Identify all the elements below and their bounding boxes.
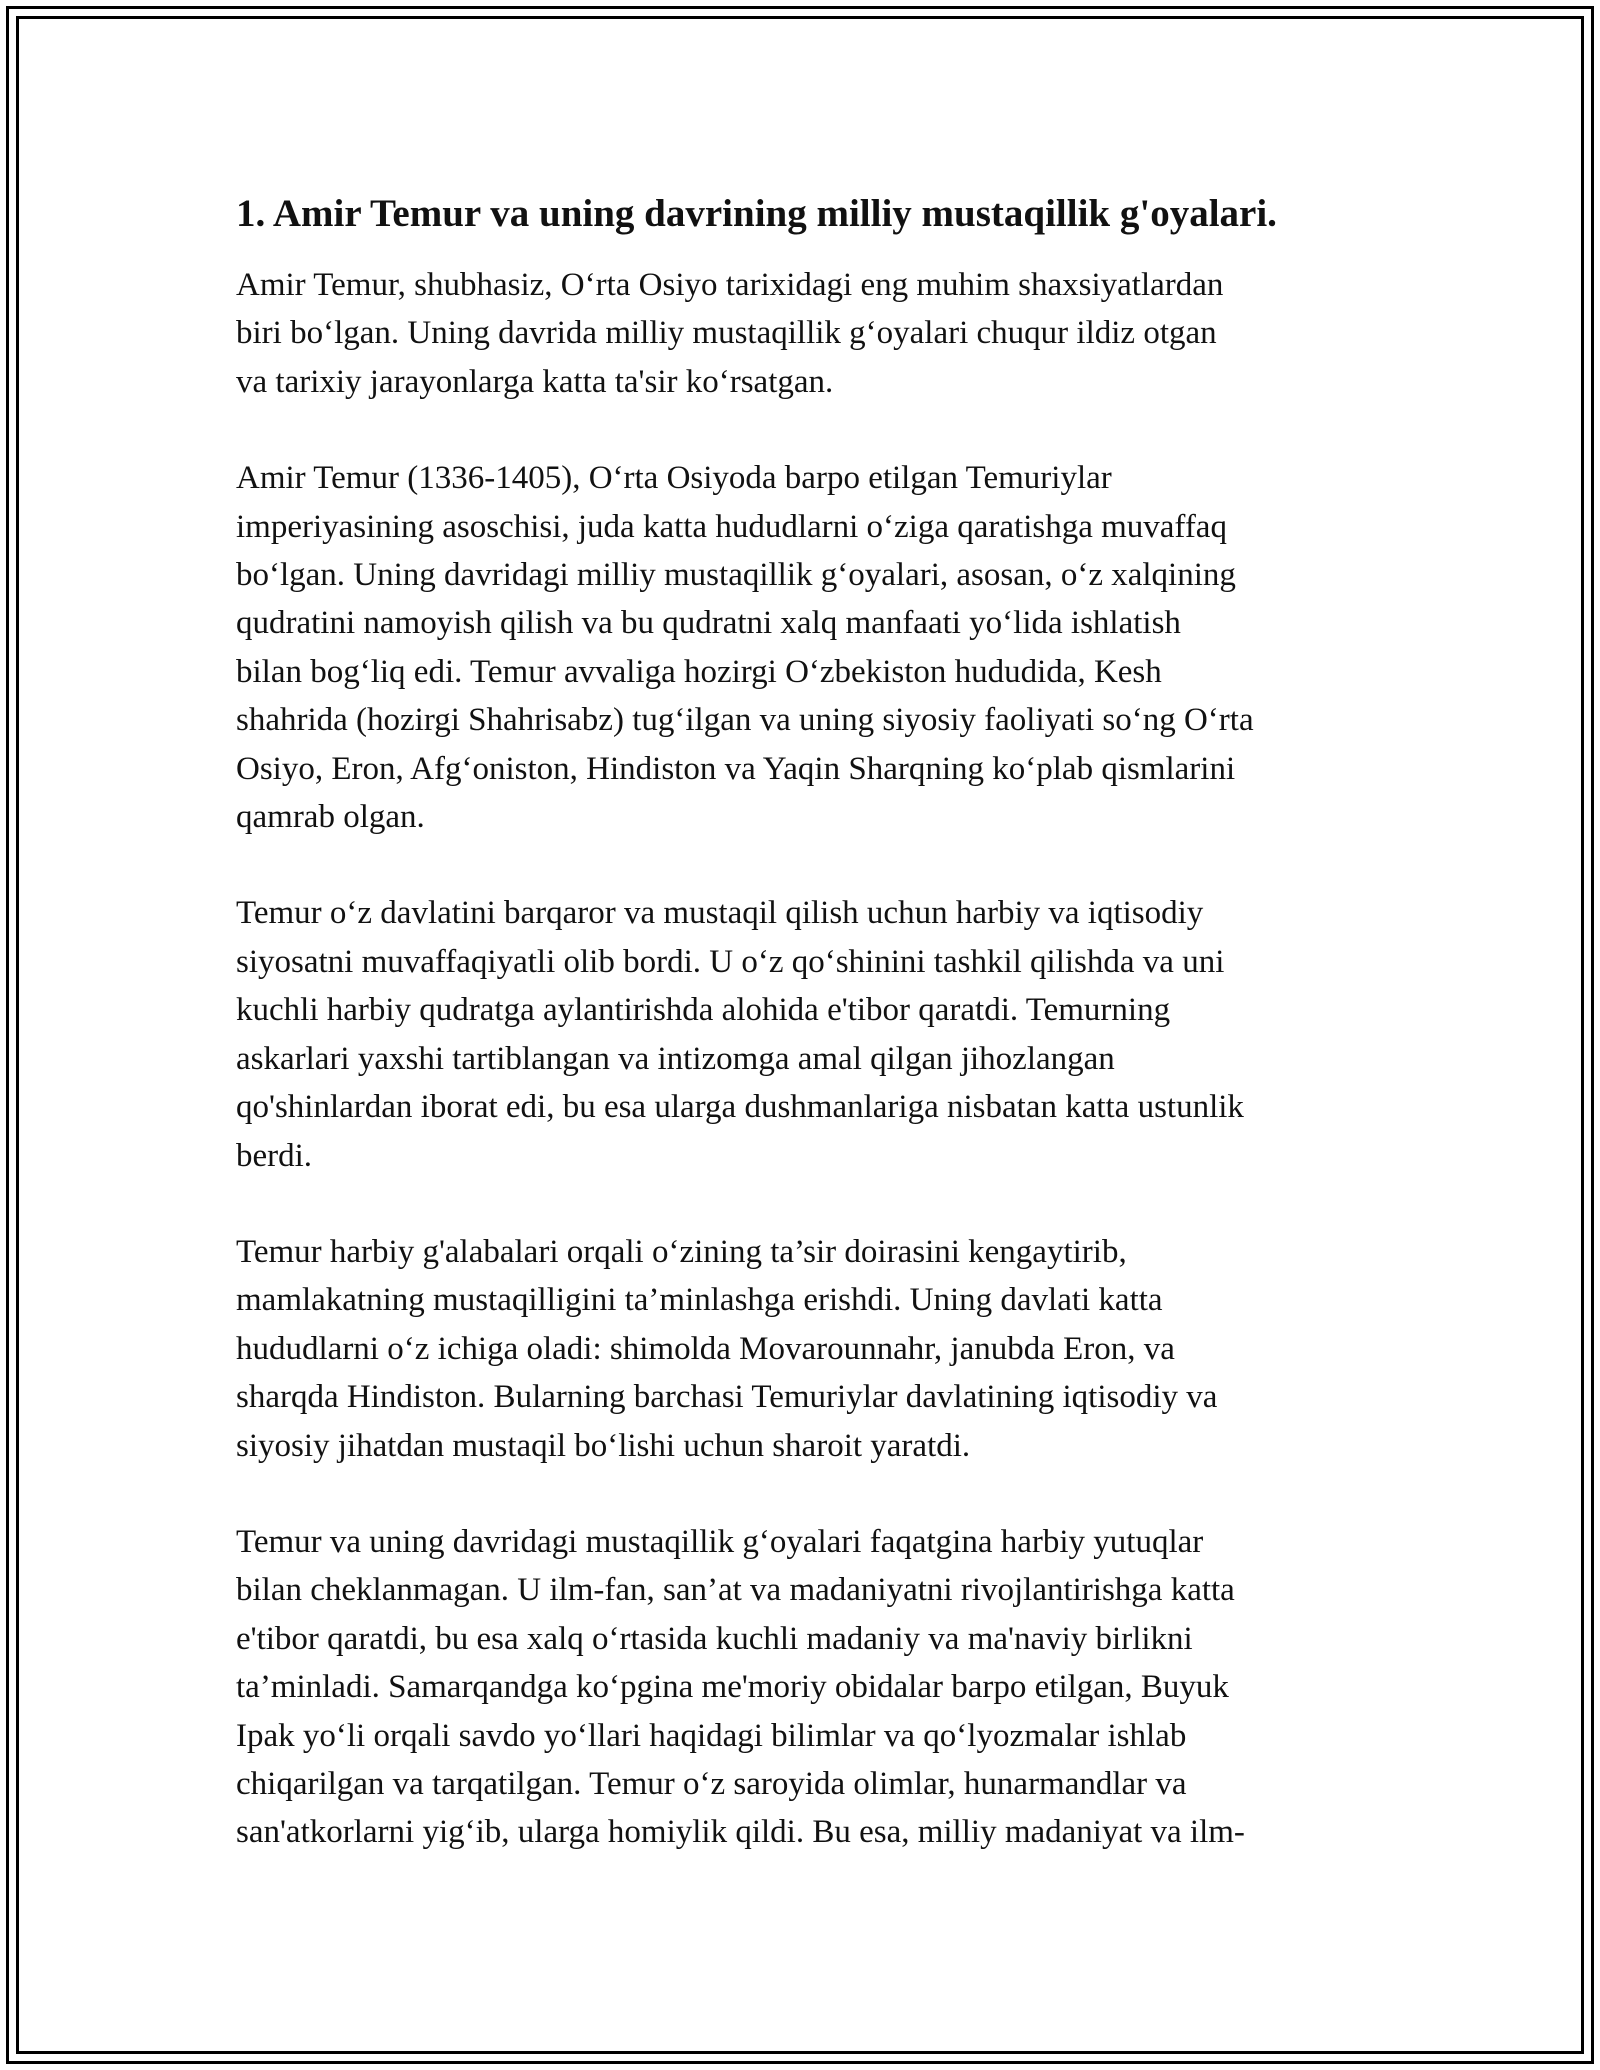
text-line: va tarixiy jarayonlarga katta ta'sir ko‘rsatgan. [236,363,834,400]
paragraph-1 [236,261,1376,406]
text-line: e'tibor qaratdi, bu esa xalq o‘rtasida kuchli madaniy va ma'naviy birlikni [236,1620,1193,1657]
text-line: siyosiy jihatdan mustaqil bo‘lishi uchun sharoit yaratdi. [236,1427,971,1464]
text-line: kuchli harbiy qudratga aylantirishda alohida e'tibor qaratdi. Temurning [236,992,1171,1029]
paragraph-3 [236,889,1376,1179]
paragraph-2 [236,454,1376,841]
text-line: qamrab olgan. [236,799,425,836]
paragraph-4 [236,1228,1376,1470]
text-line: bilan bog‘liq edi. Temur avvaliga hozirgi O‘zbekiston hududida, Kesh [236,653,1162,690]
text-line: siyosatni muvaffaqiyatli olib bordi. U o‘z qo‘shinini tashkil qilishda va uni [236,943,1225,980]
text-line: Temur o‘z davlatini barqaror va mustaqil qilish uchun harbiy va iqtisodiy [236,895,1204,932]
text-line: Ipak yo‘li orqali savdo yo‘llari haqidagi bilimlar va qo‘lyozmalar ishlab [236,1717,1187,1754]
document-body [236,186,1376,1905]
text-line: imperiyasining asoschisi, juda katta hududlarni o‘ziga qaratishga muvaffaq [236,508,1227,545]
text-line: berdi. [236,1137,313,1174]
text-line: bo‘lgan. Uning davridagi milliy mustaqillik g‘oyalari, asosan, o‘z xalqining [236,557,1236,594]
text-line: hududlarni o‘z ichiga oladi: shimolda Movarounnahr, janubda Eron, va [236,1330,1175,1367]
text-line: qudratini namoyish qilish va bu qudratni xalq manfaati yo‘lida ishlatish [236,605,1181,642]
text-line: Temur va uning davridagi mustaqillik g‘oyalari faqatgina harbiy yutuqlar [236,1523,1204,1560]
paragraph-5 [236,1518,1376,1857]
text-line: ta’minladi. Samarqandga ko‘pgina me'moriy obidalar barpo etilgan, Buyuk [236,1669,1229,1706]
text-line: Amir Temur (1336-1405), O‘rta Osiyoda barpo etilgan Temuriylar [236,460,1112,497]
text-line: qo'shinlardan iborat edi, bu esa ularga dushmanlariga nisbatan katta ustunlik [236,1089,1244,1126]
text-line: Amir Temur, shubhasiz, O‘rta Osiyo tarixidagi eng muhim shaxsiyatlardan [236,267,1224,303]
text-line: mamlakatning mustaqilligini ta’minlashga erishdi. Uning davlati katta [236,1282,1163,1319]
text-line: shahrida (hozirgi Shahrisabz) tug‘ilgan va uning siyosiy faoliyati so‘ng O‘rta [236,702,1254,739]
text-line: askarlari yaxshi tartiblangan va intizomga amal qilgan jihozlangan [236,1040,1115,1077]
text-line: Osiyo, Eron, Afg‘oniston, Hindiston va Yaqin Sharqning ko‘plab qismlarini [236,750,1236,787]
text-line: chiqarilgan va tarqatilgan. Temur o‘z saroyida olimlar, hunarmandlar va [236,1765,1187,1802]
text-line: san'atkorlarni yig‘ib, ularga homiylik qildi. Bu esa, milliy madaniyat va ilm- [236,1814,1245,1851]
text-line: bilan cheklanmagan. U ilm-fan, san’at va madaniyatni rivojlantirishga katta [236,1572,1235,1609]
section-heading: 1. Amir Temur va uning davrining milliy mustaqillik g'oyalari. [236,192,1277,235]
text-line: sharqda Hindiston. Bularning barchasi Temuriylar davlatining iqtisodiy va [236,1379,1218,1416]
text-line: biri bo‘lgan. Uning davrida milliy mustaqillik g‘oyalari chuqur ildiz otgan [236,315,1217,352]
text-line: Temur harbiy g'alabalari orqali o‘zining ta’sir doirasini kengaytirib, [236,1233,1127,1270]
